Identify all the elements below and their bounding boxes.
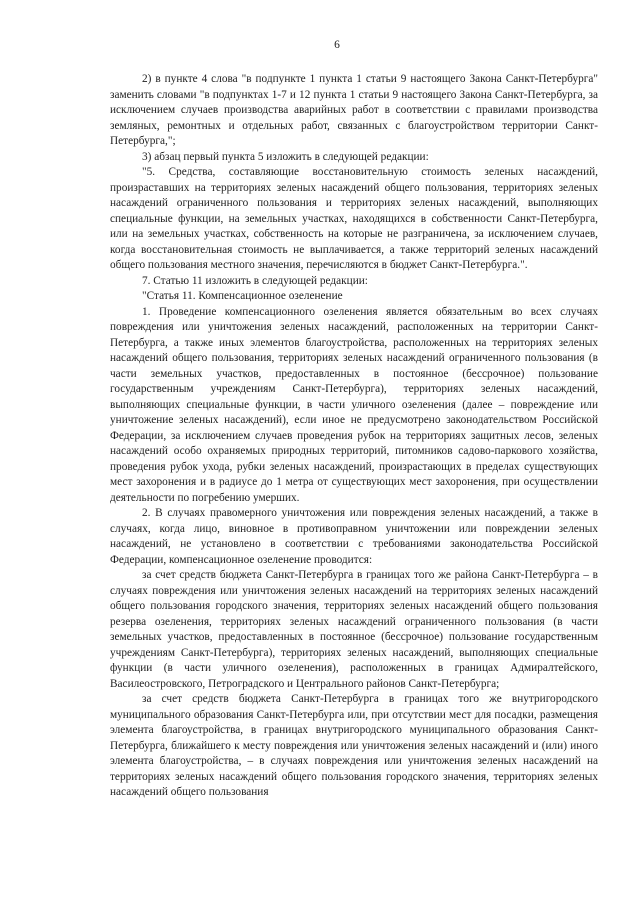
paragraph: 7. Статью 11 изложить в следующей редакции: [142,274,368,287]
document-body [110,72,598,801]
paragraph: 3) абзац первый пункта 5 изложить в следующей редакции: [142,150,429,163]
page-number: 6 [334,39,340,51]
paragraph: "5. Средства, составляющие восстановительную стоимость зеленых насаждений, произраставших на территориях зеленых насаждений общего пользования, территориях зеленых насаждений ограниченного пользования и территориях зеленых насаждений, выполняющих специальные функции, на земельных участках, находящихся в собственности Санкт-Петербурга, или на земельных участках, собственность на которые не разграничена, за исключением случаев, когда восстановительная стоимость не выплачивается, а также территорий зеленых насаждений общего пользования местного значения, перечисляются в бюджет Санкт-Петербурга.". [110,166,598,271]
paragraph: 2) в пункте 4 слова "в подпункте 1 пункта 1 статьи 9 настоящего Закона Санкт-Петербурга" заменить словами "в подпунктах 1-7 и 12 пункта 1 статьи 9 настоящего Закона Санкт-Петербурга, за исключением случаев производства аварийных работ в соответствии с правилами производства земляных, ремонтных и отдельных работ, связанных с благоустройством территории Санкт-Петербурга,"; [110,73,598,147]
paragraph: "Статья 11. Компенсационное озеленение [142,290,343,302]
paragraph: 1. Проведение компенсационного озеленения является обязательным во всех случаях повреждения или уничтожения зеленых насаждений, расположенных на территории Санкт-Петербурга, а также иных элементов благоустройства, расположенных на территориях зеленых насаждений общего пользования, территориях зеленых насаждений ограниченного пользования (в части земельных участков, предоставленных в постоянное (бессрочное) пользование государственным учреждениям Санкт-Петербурга), территориях зеленых насаждений, выполняющих специальные функции, в части уличного озеленения (далее – повреждение или уничтожение зеленых насаждений), если иное не предусмотрено законодательством Российской Федерации, за исключением случаев проведения рубок на территориях защитных лесов, зеленых насаждений особо охраняемых природных территорий, питомников садово-паркового хозяйства, проведения рубок ухода, рубки зеленых насаждений, произрастающих в пределах существующих мест захоронения и в радиусе до 1 метра от существующих мест захоронения, при осуществлении деятельности по погребению умерших. [110,305,598,504]
paragraph: за счет средств бюджета Санкт-Петербурга в границах того же внутригородского муниципального образования Санкт-Петербурга или, при отсутствии мест для посадки, размещения элемента благоустройства, в границах внутригородского муниципального образования Санкт-Петербурга, ближайшего к месту повреждения или уничтожения зеленых насаждений и (или) иного элемента благоустройства, – в случаях повреждения или уничтожения зеленых насаждений на территориях зеленых насаждений общего пользования городского значения, территориях зеленых насаждений общего пользования [110,693,598,798]
paragraph: 2. В случаях правомерного уничтожения или повреждения зеленых насаждений, а также в случаях, когда лицо, виновное в противоправном уничтожении или повреждении зеленых насаждений, не установлено в соответствии с требованиями законодательства Российской Федерации, компенсационное озеленение проводится: [110,507,598,566]
paragraph: за счет средств бюджета Санкт-Петербурга в границах того же района Санкт-Петербурга – в случаях повреждения или уничтожения зеленых насаждений на территориях зеленых насаждений общего пользования городского значения, территориях зеленых насаждений общего пользования резерва озеленения, территориях зеленых насаждений ограниченного пользования (в части земельных участков, предоставленных в постоянное (бессрочное) пользование государственным учреждениям Санкт-Петербурга), территориях зеленых насаждений, выполняющих специальные функции (в части уличного озеленения), расположенных в границах Адмиралтейского, Василеостровского, Петроградского и Центрального районов Санкт-Петербурга; [110,569,598,690]
